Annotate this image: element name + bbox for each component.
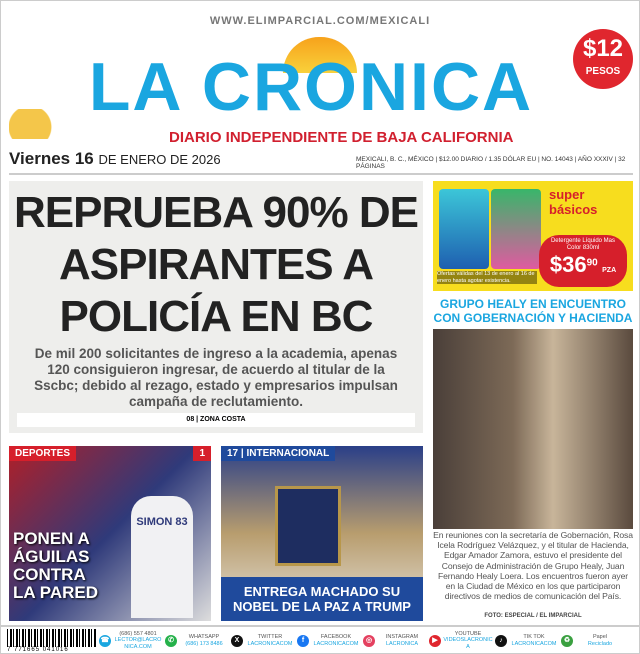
- phone-icon: ☎: [99, 635, 111, 647]
- issue-date-rest: DE ENERO DE 2026: [98, 152, 221, 167]
- footer-contact[interactable]: [99, 631, 163, 651]
- contact-sub: LACRONICACOM: [511, 640, 557, 647]
- lead-headline: REPRUEBA 90% DE ASPIRANTES A POLICÍA EN BC: [14, 188, 418, 341]
- x-icon: X: [231, 635, 243, 647]
- barcode: [7, 629, 97, 653]
- sports-headline: PONEN A ÁGUILAS CONTRA LA PARED: [13, 529, 98, 602]
- issue-date: [9, 149, 221, 170]
- ad-validity: Ofertas válidas del 13 de enero al 16 de enero hasta agotar existencia.: [437, 271, 537, 284]
- lead-dek: De mil 200 solicitantes de ingreso a la academia, apenas 120 consiguieron ingresar, de acuerdo al titular de la Sscbc; debido al rezago, estado y empresarios impulsan campaña de reclutamiento.: [34, 346, 398, 409]
- photo-credit: FOTO: ESPECIAL / EL IMPARCIAL: [484, 613, 582, 619]
- contact-text: [311, 634, 361, 647]
- contact-title: WHATSAPP: [188, 634, 220, 640]
- contact-sub: VIDEOSLACRONICA: [443, 637, 493, 650]
- lead-story[interactable]: [9, 181, 423, 433]
- international-headline: ENTREGA MACHADO SU NOBEL DE LA PAZ A TRUMP: [221, 577, 423, 621]
- contact-sub: LECTOR@LACRONICA.COM: [114, 637, 162, 650]
- ad-product: Detergente Líquido Mas Color 830ml: [550, 238, 616, 251]
- detergent-image: [491, 189, 541, 269]
- player-image: SIMON 83: [131, 496, 193, 618]
- contact-sub: LACRONICACOM: [247, 640, 293, 647]
- footer-contact[interactable]: [231, 631, 295, 651]
- healy-headline[interactable]: GRUPO HEALY EN ENCUENTRO CON GOBERNACIÓN Y HACIENDA: [433, 297, 633, 325]
- international-story[interactable]: [221, 446, 423, 621]
- footer-contact[interactable]: [297, 631, 361, 651]
- contact-title: Papel: [592, 634, 608, 640]
- contact-title: INSTAGRAM: [385, 634, 419, 640]
- recycle-icon: ♻: [561, 635, 573, 647]
- advertisement[interactable]: [433, 181, 633, 291]
- sports-story[interactable]: [9, 446, 211, 621]
- ad-price-unit: PZA: [602, 267, 617, 274]
- contact-title: FACEBOOK: [320, 634, 352, 640]
- contact-title: (686) 557 4801: [119, 630, 157, 637]
- barcode-number: 7 771665 041016: [7, 646, 69, 653]
- section-label: DEPORTES: [9, 446, 76, 461]
- page-number: 1: [193, 446, 211, 461]
- instagram-icon: ◎: [363, 635, 375, 647]
- newspaper-logo: LA CRONICA: [88, 49, 534, 125]
- ad-price: $36: [549, 252, 587, 277]
- divider: [9, 173, 633, 175]
- whatsapp-icon: ✆: [165, 635, 177, 647]
- ad-brand: super básicos: [549, 187, 598, 217]
- contact-text: [575, 634, 625, 647]
- contact-sub: LACRONICA: [385, 640, 419, 647]
- healy-caption: En reuniones con la secretaría de Gobernación, Rosa Icela Rodríguez Velázquez, y el titular de Hacienda, Edgar Amador Zamora, estuvo el presidente del Consejo de Administración de Grupo Healy, Juan Fernando Healy Loera. Los encuentros fueron ayer en la Ciudad de México en los que participaron directivos de medios de comunicación del País.: [433, 530, 633, 602]
- healy-photo: [433, 329, 633, 529]
- facebook-icon: f: [297, 635, 309, 647]
- footer-contact[interactable]: [363, 631, 427, 651]
- contact-text: [377, 634, 427, 647]
- contact-text: [113, 631, 163, 651]
- footer: [1, 625, 639, 654]
- nobel-frame-image: [275, 486, 341, 566]
- contact-sub: LACRONICACOM: [313, 640, 359, 647]
- tiktok-icon: ♪: [495, 635, 507, 647]
- price-badge: [573, 29, 633, 89]
- ad-price-cents: 90: [586, 257, 598, 269]
- price-value: $12: [582, 35, 624, 62]
- price-unit: PESOS: [585, 66, 621, 77]
- youtube-icon: ▶: [429, 635, 441, 647]
- contact-sub: Reciclado: [587, 640, 613, 647]
- section-label: 17 | INTERNACIONAL: [221, 446, 335, 461]
- footer-contact[interactable]: [165, 631, 229, 651]
- tagline: DIARIO INDEPENDIENTE DE BAJA CALIFORNIA: [169, 129, 514, 146]
- footer-contact[interactable]: [495, 631, 559, 651]
- contact-sub: (686) 173 8486: [185, 640, 223, 647]
- lead-page-ref: 08 | ZONA COSTA: [17, 413, 415, 427]
- detergent-image: [439, 189, 489, 269]
- issue-day: Viernes 16: [9, 149, 94, 168]
- footer-contact[interactable]: [429, 631, 493, 651]
- barcode-bars: [7, 629, 97, 647]
- issue-meta: MEXICALI, B. C., MÉXICO | $12.00 DIARIO / 1.35 DÓLAR EU | NO. 14043 | AÑO XXXIV | 32 PÁGINAS: [356, 156, 626, 170]
- contact-title: YOUTUBE: [454, 630, 482, 637]
- contact-title: TIK TOK: [523, 634, 545, 640]
- contact-text: [443, 631, 493, 651]
- footer-contact[interactable]: [561, 631, 625, 651]
- contact-title: TWITTER: [257, 634, 283, 640]
- ad-price-badge: [539, 235, 627, 287]
- site-url[interactable]: WWW.ELIMPARCIAL.COM/MEXICALI: [209, 15, 431, 27]
- contact-text: [179, 634, 229, 647]
- contact-text: [509, 634, 559, 647]
- contact-text: [245, 634, 295, 647]
- mascot-image: [9, 109, 79, 139]
